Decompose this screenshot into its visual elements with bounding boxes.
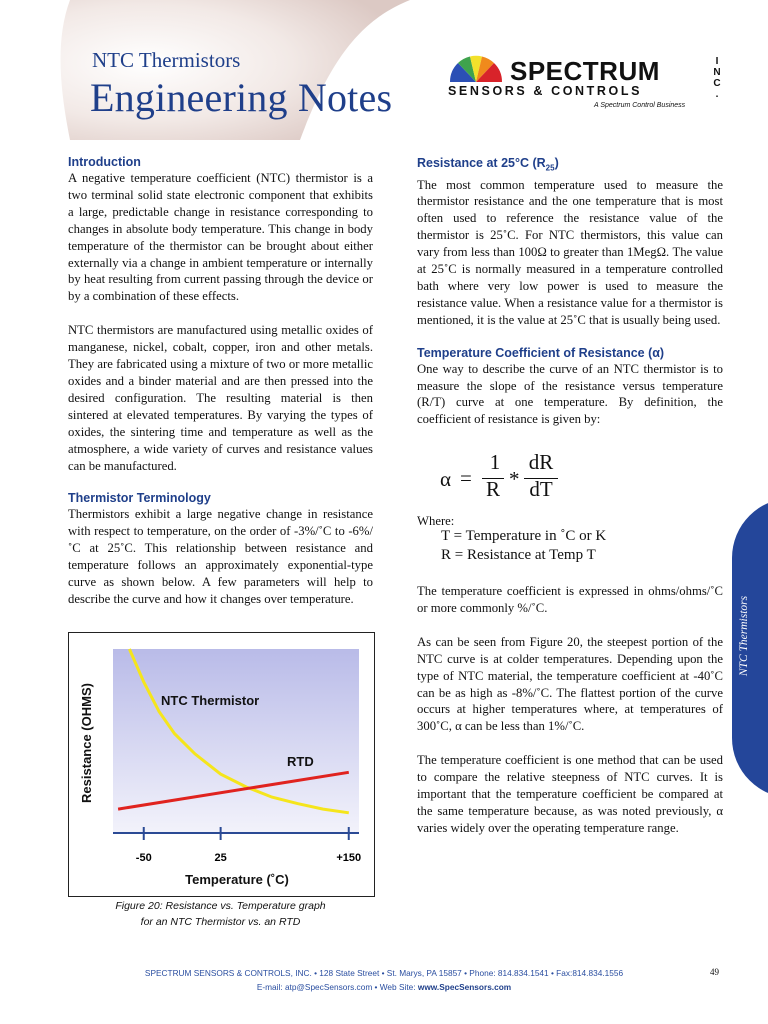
- figure-discussion-paragraph: As can be seen from Figure 20, the steepest portion of the NTC curve is at colder temperatures. Depending upon the type of NTC material, the temperature coefficient at -40˚C can be as high as -8%/˚C. The flattest portion of the curve occurs at higher temperatures where, at temperatures of 300˚C, α can be less than 1%/˚C.: [417, 634, 723, 734]
- where-label: Where:: [417, 514, 455, 528]
- right-column: [417, 155, 723, 428]
- figure-caption: [68, 898, 373, 930]
- ntc-thermistor-label: NTC Thermistor: [161, 693, 260, 708]
- formula-denominator-1: R: [485, 477, 500, 501]
- website-link[interactable]: www.SpecSensors.com: [417, 982, 512, 992]
- footer-contact: E-mail: atp@SpecSensors.com • Web Site: www.SpecSensors.com: [256, 982, 512, 992]
- right-column-lower: [417, 583, 723, 837]
- alpha-formula: [440, 450, 640, 506]
- r25-paragraph: The most common temperature used to measure the thermistor resistance and the one temperature that is most often used to reference the resistance value of the thermistor is 25˚C. For NTC thermistors, this value can vary from less than 100Ω to greater than 1MegΩ. The value at 25˚C is normally measured in a temperature controlled bath where very low power is used to measure the resistance value. When a resistance value for a thermistor is mentioned, it is the value at 25˚C that is usually being used.: [417, 177, 723, 327]
- x-tick-label: +150: [336, 852, 362, 864]
- units-paragraph: The temperature coefficient is expressed in ohms/ohms/˚C or more commonly %/˚C.: [417, 584, 723, 615]
- comparison-paragraph: The temperature coefficient is one method that can be used to compare the relative steepness of NTC curves. It is important that the temperature coefficient be compared at the same temperature because, as was noted previously, α varies widely over the operating temperature range.: [417, 753, 723, 835]
- y-axis-title: Resistance (OHMS): [79, 683, 94, 803]
- definition-t: T = Temperature in ˚C or K: [441, 528, 607, 544]
- figure-20-chart: [68, 632, 375, 897]
- intro-heading: Introduction: [68, 155, 141, 169]
- definition-r: R = Resistance at Temp T: [441, 547, 596, 563]
- side-tab-label: NTC Thermistors: [738, 595, 750, 677]
- logo-name: SPECTRUM: [510, 56, 660, 86]
- logo-inc: I N C .: [713, 56, 721, 100]
- page-title: Engineering Notes: [90, 75, 393, 120]
- x-tick-label: -50: [135, 852, 152, 864]
- page-number: 49: [710, 967, 719, 977]
- left-column: [68, 154, 373, 608]
- spectrum-logo: [448, 52, 748, 116]
- caption-line-1: Figure 20: Resistance vs. Temperature graph: [115, 900, 326, 912]
- intro-paragraph-1: A negative temperature coefficient (NTC) thermistor is a two terminal solid state electronic component that exhibits a large, predictable change in resistance corresponding to changes in absolute body temperature. This change in body temperature of the thermistor can be brought about either externally via a change in ambient temperature or internally by heat resulting from current passing through the device or by a combination of these effects.: [68, 171, 373, 304]
- formula-denominator-2: dT: [529, 477, 553, 501]
- r25-heading: Resistance at 25°C $(R_{25})$: [417, 156, 559, 173]
- chart-svg: [69, 633, 374, 896]
- tcr-heading: Temperature Coefficient of Resistance (α): [417, 345, 665, 360]
- formula-alpha: α: [440, 467, 452, 491]
- x-tick-label: 25: [214, 852, 227, 864]
- formula-times: *: [509, 467, 520, 491]
- intro-paragraph-2: NTC thermistors are manufactured using metallic oxides of manganese, nickel, cobalt, copper, iron and other metals. They are fabricated using a mixture of two or more metallic oxides and a binder material and are then pressed into the desired configuration. The resulting material is then sintered at elevated temperatures. By varying the types of oxides, the sintering time and temperature as well as the atmosphere, a wide variety of curves and resistance values can be manufactured.: [68, 323, 373, 473]
- terminology-heading: Thermistor Terminology: [68, 491, 211, 506]
- formula-numerator-1: 1: [489, 450, 501, 474]
- caption-line-2: for an NTC Thermistor vs. an RTD: [140, 916, 301, 928]
- formula-equals: =: [460, 466, 472, 490]
- formula-numerator-2: dR: [528, 450, 554, 474]
- terminology-paragraph: Thermistors exhibit a large negative change in resistance with respect to temperature, on the order of -3%/˚C to -6%/˚C at 25˚C. This relationship between resistance and temperature follows an approximately exponential-type curve as shown below. A few parameters will help to describe the curve and how it changes over temperature.: [68, 507, 373, 606]
- rainbow-logo-icon: [448, 54, 504, 84]
- footer: [0, 966, 768, 994]
- x-axis-title: Temperature (˚C): [185, 872, 289, 887]
- rtd-label: RTD: [287, 754, 314, 769]
- header-subtitle: NTC Thermistors: [92, 48, 241, 72]
- logo-tagline: A Spectrum Control Business: [594, 102, 686, 109]
- footer-address: SPECTRUM SENSORS & CONTROLS, INC. • 128 State Street • St. Marys, PA 15857 • Phone: 814.834.1541 • Fax:814.834.1556: [144, 968, 624, 978]
- logo-division: SENSORS & CONTROLS: [448, 84, 643, 98]
- tcr-paragraph: One way to describe the curve of an NTC thermistor is to measure the slope of the resistance versus temperature (R/T) curve at one temperature. By definition, the coefficient of resistance is given by:: [417, 361, 723, 427]
